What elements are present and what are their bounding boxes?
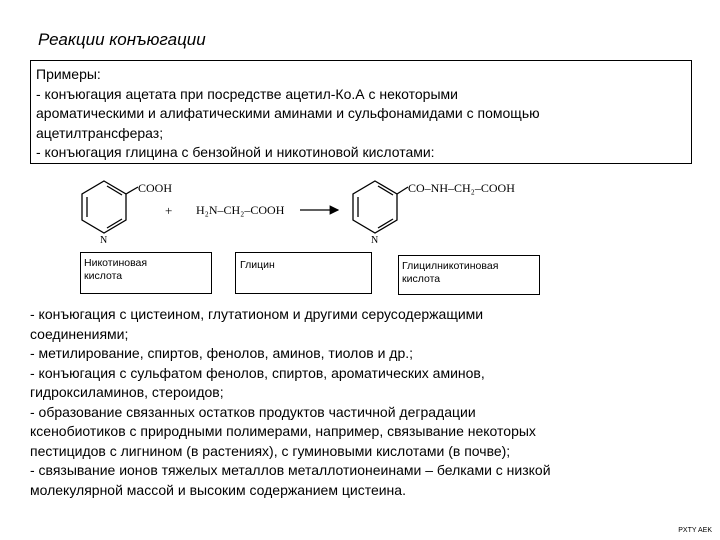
conjugation-list xyxy=(30,305,700,500)
caption-line: Глицилникотиновая xyxy=(402,260,499,272)
plus-sign: + xyxy=(165,203,173,218)
pyridine-ring xyxy=(82,181,126,233)
caption-line: кислота xyxy=(402,273,441,285)
glycine-formula: H₂N–CH₂–COOH xyxy=(196,203,285,217)
caption-line: кислота xyxy=(84,270,123,282)
intro-line: ацетилтрансфераз; xyxy=(36,124,164,141)
intro-text xyxy=(36,65,686,163)
nicotinic-caption xyxy=(84,257,147,283)
list-line: - конъюгация с сульфатом фенолов, спиртов, ароматических аминов, xyxy=(30,364,485,381)
caption-line: Глицин xyxy=(240,259,275,271)
intro-line: - конъюгация глицина с бензойной и никотиновой кислотами: xyxy=(36,144,435,160)
list-line: - связывание ионов тяжелых металлов металлотионеинами – белками с низкой xyxy=(30,462,551,478)
reaction-scheme xyxy=(0,170,720,250)
intro-line: - конъюгация ацетата при посредстве ацетил-Ко.А с некоторыми xyxy=(36,85,458,102)
list-line: - конъюгация с цистеином, глутатионом и другими серусодержащими xyxy=(30,306,484,322)
intro-line: Примеры: xyxy=(36,66,101,82)
list-line: соединениями; xyxy=(30,325,129,342)
list-line: - метилирование, спиртов, фенолов, аминов, тиолов и др.; xyxy=(30,345,414,361)
ring-nitrogen-label: N xyxy=(100,235,108,246)
slide-title: Реакции конъюгации xyxy=(38,30,206,49)
amide-bond xyxy=(397,187,408,194)
product-ring-nitrogen-label: N xyxy=(371,235,379,246)
product-structure xyxy=(353,181,408,233)
list-line: пестицидов с лигнином (в растениях), с гуминовыми кислотами (в почве); xyxy=(30,442,511,459)
intro-line: ароматическими и алифатическими аминами и сульфонамидами с помощью xyxy=(36,105,540,121)
product-group-label: CO–NH–CH₂–COOH xyxy=(408,181,515,195)
list-line: гидроксиламинов, стероидов; xyxy=(30,384,224,400)
nicotinic-acid-structure xyxy=(82,181,138,233)
product-pyridine-ring xyxy=(353,181,397,233)
list-line: - образование связанных остатков продуктов частичной деградации xyxy=(30,403,476,420)
list-line: молекулярной массой и высоким содержанием цистеина. xyxy=(30,481,406,498)
caption-line: Никотиновая xyxy=(84,257,148,269)
acid-group-label: COOH xyxy=(138,181,173,195)
footer-watermark: PXTY AEK xyxy=(678,527,712,534)
product-caption xyxy=(402,260,498,286)
carboxyl-bond xyxy=(126,187,138,194)
glycine-caption xyxy=(240,259,275,272)
list-line: ксенобиотиков с природными полимерами, например, связывание некоторых xyxy=(30,423,536,439)
